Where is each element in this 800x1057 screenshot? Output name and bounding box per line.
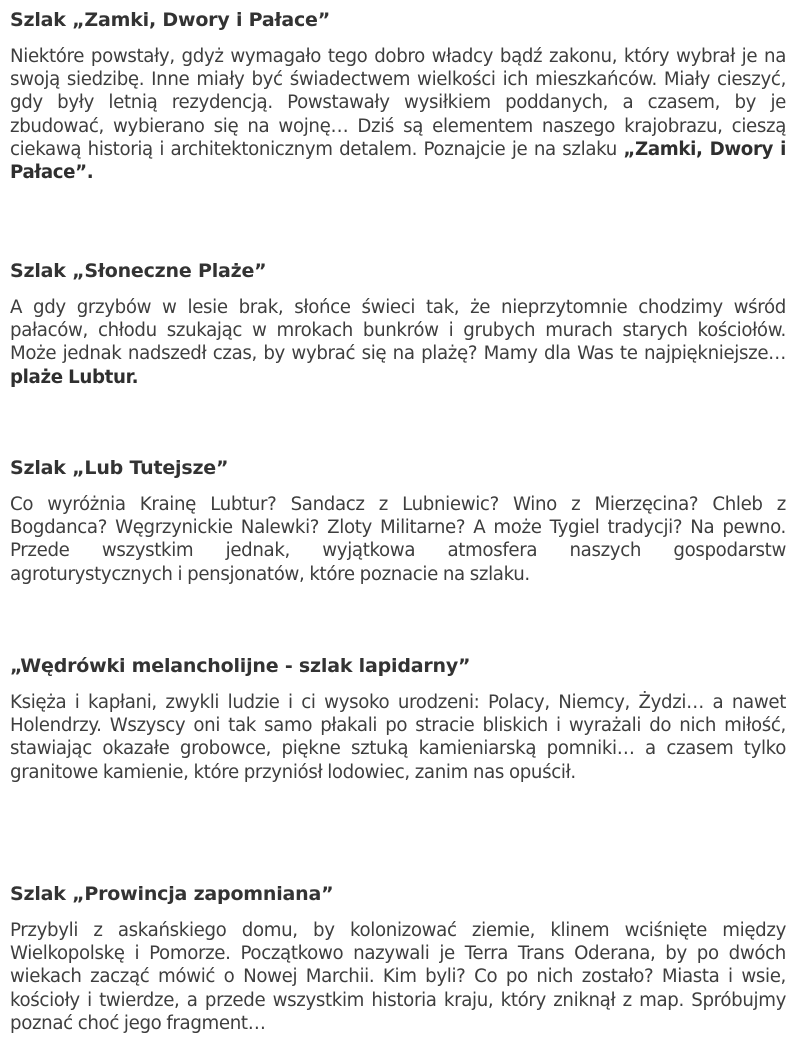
section-sloneczne-plaze [10, 259, 786, 389]
paragraph-text: Niektóre powstały, gdyż wymagało tego dobro władcy bądź zakonu, który wybrał je na swoją siedzibę. Inne miały być świadectwem wielkości ich mieszkańców. Miały cieszyć, gdy były letnią rezydencją. Powstawały wysiłkiem poddanych, a czasem, by je zbudować, wybierano się na wojnę… Dziś są elementem naszego krajobrazu, cieszą ciekawą historią i architektonicznym detalem. Poznajcie je na szlaku [10, 46, 786, 160]
paragraph-bold-text: „Zamki, Dwory i Pałace”. [10, 138, 786, 184]
paragraph-text: Księża i kapłani, zwykli ludzie i ci wysoko urodzeni: Polacy, Niemcy, Żydzi… a nawet Holendrzy. Wszyscy oni tak samo płakali po stracie bliskich i wyrażali do nich miłość, stawiając okazałe grobowce, piękne sztuką kamieniarską pomniki… a czasem tylko granitowe kamienie, które przyniósł lodowiec, zanim nas opuścił. [10, 692, 786, 783]
section-heading: Szlak „Zamki, Dwory i Pałace” [10, 9, 331, 31]
section-paragraph [10, 919, 786, 1035]
section-paragraph [10, 45, 786, 184]
paragraph-text: Przybyli z askańskiego domu, by kolonizować ziemie, klinem wciśnięte między Wielkopolskę i Pomorze. Początkowo nazywali je Terra Trans Oderana, by po dwóch wiekach zacząć mówić o Nowej Marchii. Kim byli? Co po nich zostało? Miasta i wsie, kościoły i twierdze, a przede wszystkim historia kraju, który zniknął z map. Spróbujmy poznać choć jego fragment… [10, 920, 786, 1034]
section-heading: „Wędrówki melancholijne - szlak lapidarny” [10, 655, 471, 677]
paragraph-text: A gdy grzybów w lesie brak, słońce świeci tak, że nieprzytomnie chodzimy wśród pałaców, chłodu szukając w mrokach bunkrów i grubych murach starych kościołów. Może jednak nadszedł czas, by wybrać się na plażę? Mamy dla Was te najpiękniejsze… [10, 297, 786, 365]
section-heading: Szlak „Prowincja zapomniana” [10, 883, 334, 905]
section-lub-tutejsze [10, 456, 786, 586]
section-paragraph [10, 296, 786, 389]
section-wedrowki-melancholijne [10, 654, 786, 784]
section-paragraph [10, 493, 786, 586]
paragraph-bold-text: plaże Lubtur. [10, 366, 139, 388]
paragraph-text: Co wyróżnia Krainę Lubtur? Sandacz z Lubniewic? Wino z Mierzęcina? Chleb z Bogdanca? Węgrzynickie Nalewki? Zloty Militarne? A może Tygiel tradycji? Na pewno. Przede wszystkim jednak, wyjątkowa atmosfera naszych gospodarstw agroturystycznych i pensjonatów, które poznacie na szlaku. [10, 494, 786, 585]
section-prowincja-zapomniana [10, 882, 786, 1035]
section-heading: Szlak „Słoneczne Plaże” [10, 260, 267, 282]
section-heading: Szlak „Lub Tutejsze” [10, 457, 229, 479]
section-paragraph [10, 691, 786, 784]
section-zamki-dwory-palace [10, 8, 786, 184]
